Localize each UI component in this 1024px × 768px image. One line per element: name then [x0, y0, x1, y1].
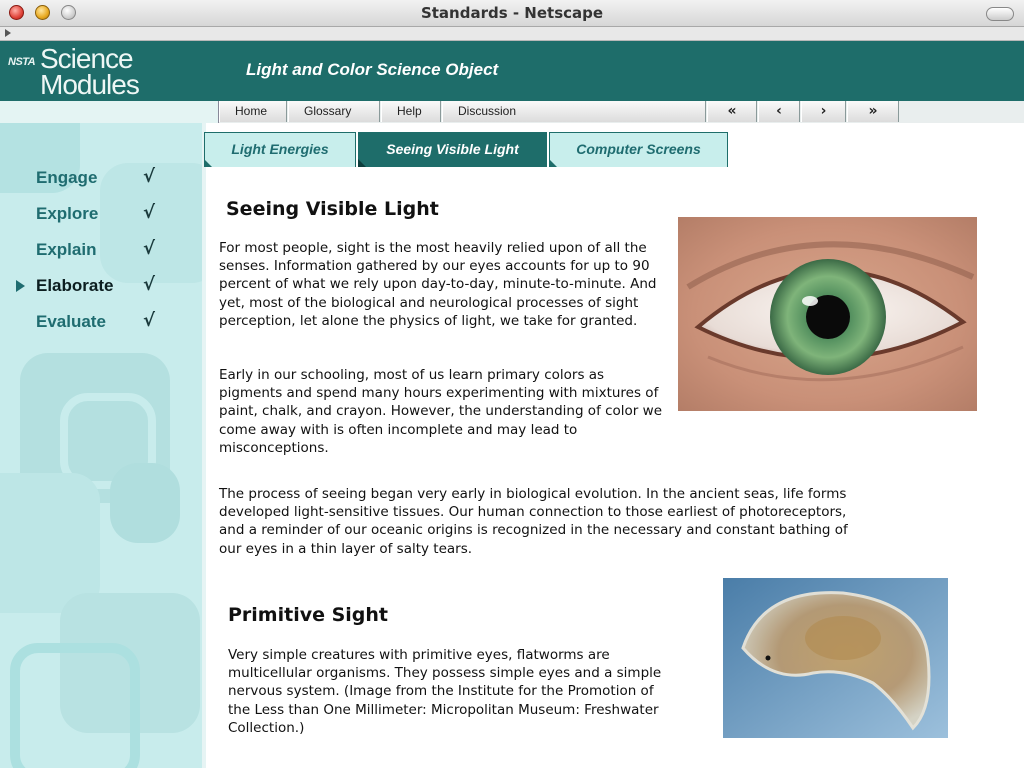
window-titlebar	[0, 0, 1024, 27]
tab-seeing-visible-light[interactable]	[358, 132, 547, 167]
last-page-button[interactable]: »	[847, 101, 899, 122]
science-modules-logo[interactable]	[4, 43, 194, 99]
window-title: Standards - Netscape	[420, 4, 604, 22]
decorative-shape	[0, 473, 100, 613]
flatworm-photo	[723, 578, 948, 738]
tab-corner-fold	[549, 159, 557, 167]
paragraph: The process of seeing began very early in biological evolution. In the ancient seas, life forms developed light-sensitive tissues. Our human connection to those earliest of photoreceptors, and a reminder of our oceanic origins is recognized in the necessary and constant bathing of our eyes in a thin layer of salty tears.	[219, 486, 848, 557]
glossary-button[interactable]: Glossary	[288, 101, 380, 122]
section-heading: Primitive Sight	[228, 604, 389, 626]
tab-label: Light Energies	[231, 141, 329, 157]
logo-nsta-text: NSTA	[8, 56, 36, 68]
expand-toolbar-icon[interactable]	[5, 29, 11, 37]
completed-check-icon: √	[143, 202, 156, 223]
completed-check-icon: √	[143, 274, 156, 295]
site-header	[0, 41, 1024, 101]
tab-corner-fold	[204, 159, 212, 167]
decorative-shape	[110, 463, 180, 543]
sidebar-item-explain[interactable]: Explain	[36, 240, 97, 259]
logo-modules-text: Modules	[40, 69, 139, 100]
tab-light-energies[interactable]	[204, 132, 356, 167]
paragraph: Very simple creatures with primitive eyes, flatworms are multicellular organisms. They possess simple eyes and a simple nervous system. (Image from the Institute for the Promotion of the Less than One Millimeter: Micropolitan Museum: Freshwater Collection.)	[228, 647, 662, 736]
home-button[interactable]: Home	[219, 101, 287, 122]
collapsed-toolbar-strip	[0, 27, 1024, 41]
green-eye-photo	[678, 217, 977, 411]
decorative-shape	[10, 643, 140, 768]
tab-label: Computer Screens	[576, 141, 701, 157]
page-title: Light and Color Science Object	[246, 60, 499, 79]
toolbar-toggle-button[interactable]	[986, 7, 1014, 21]
paragraph: For most people, sight is the most heavily relied upon of all the senses. Information gathered by our eyes accounts for up to 90 percent of what we rely upon day-to-day, minute-to-minute. And yet, most of the biological and neurological processes of sight perception, let alone the physics of light, we take for granted.	[219, 240, 657, 329]
main-navbar	[0, 101, 1024, 124]
completed-check-icon: √	[143, 310, 156, 331]
current-section-arrow-icon	[16, 280, 25, 292]
logo-science-text: Science	[40, 43, 133, 74]
sidebar-item-explore[interactable]: Explore	[36, 204, 99, 223]
discussion-button[interactable]: Discussion	[442, 101, 706, 122]
next-page-button[interactable]: ›	[801, 101, 846, 122]
tab-corner-fold	[358, 159, 366, 167]
previous-page-button[interactable]: ‹	[758, 101, 800, 122]
tab-label: Seeing Visible Light	[386, 141, 519, 157]
help-button[interactable]: Help	[381, 101, 441, 122]
main-content	[206, 123, 1024, 768]
completed-check-icon: √	[143, 166, 156, 187]
paragraph: Early in our schooling, most of us learn primary colors as pigments and spend many hours experimenting with mixtures of paint, chalk, and crayon. However, the understanding of color we come away with is often incomplete and may lead to misconceptions.	[219, 367, 662, 456]
sidebar-item-evaluate[interactable]: Evaluate	[36, 312, 106, 331]
sidebar-item-elaborate[interactable]: Elaborate	[36, 276, 114, 295]
sidebar	[0, 123, 206, 768]
completed-check-icon: √	[143, 238, 156, 259]
navbar-spacer	[0, 101, 219, 123]
first-page-button[interactable]: «	[707, 101, 757, 122]
sidebar-item-engage[interactable]: Engage	[36, 168, 98, 187]
tab-computer-screens[interactable]	[549, 132, 728, 167]
section-heading: Seeing Visible Light	[226, 198, 439, 220]
